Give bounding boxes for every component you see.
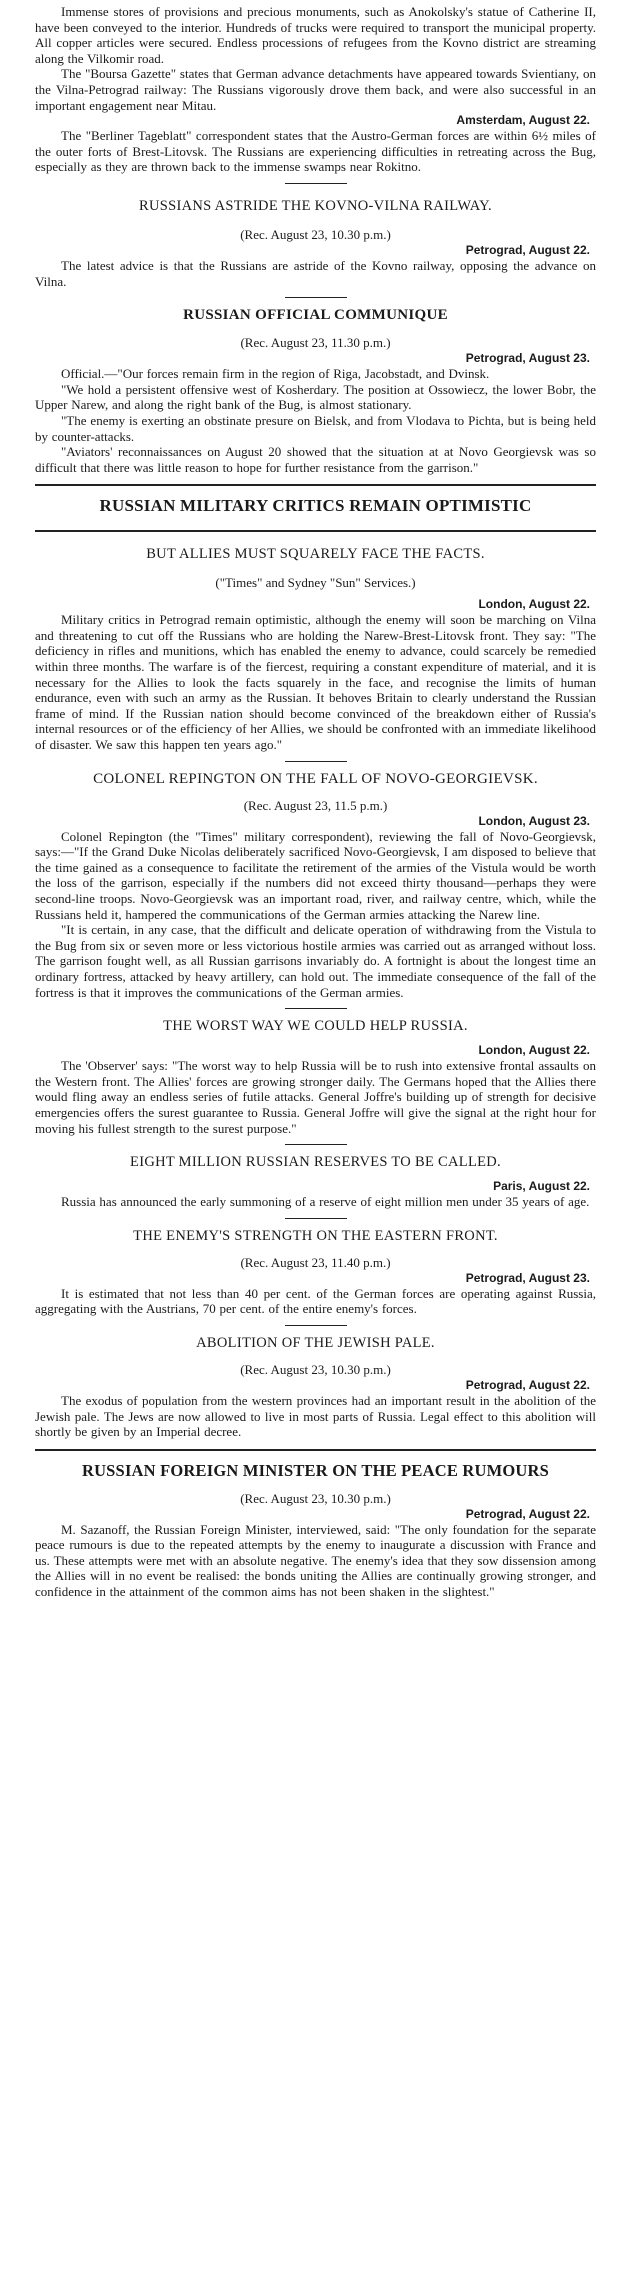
dateline: London, August 22. — [478, 597, 590, 612]
paragraph: The "Berliner Tageblatt" correspondent states that the Austro-German forces are within 6½ miles of the outer forts of Brest-Litovsk. The Russians are experiencing difficulties in retreating across the Bug, especially as they are thrown back to the immense swamps near Rokitno. — [35, 128, 596, 175]
paragraph: Military critics in Petrograd remain optimistic, although the enemy will soon be marching on Vilna and threatening to cut off the Russians who are holding the Narew-Brest-Litovsk front. They say: "The deficiency in rifles and munitions, which has enabled the enemy to advance, could scarcely be remedied within three months. The warfare is of the fiercest, requiring a constant expenditure of material, and it is necessary for the Allies to look the facts squarely in the face, and recognise the limits of human endurance, even with such an army as the Russian. It behoves Britain to clearly understand the Russian frame of mind. If the Russian nation should become convinced of the breakdown either of Russia's internal resources or of the efficiency of her Allies, we should be confronted with an immediate likelihood of disaster. We saw this happen ten years ago." — [35, 612, 596, 753]
divider — [285, 761, 347, 762]
paragraph: Immense stores of provisions and precious monuments, such as Anokolsky's statue of Catherine II, have been conveyed to the interior. Hundreds of trucks were required to transport the municipal property. All copper articles were secured. Endless processions of refugees from the Kovno district are streaming along the Vilkomir road. — [35, 4, 596, 66]
article-repington — [35, 771, 596, 1001]
paragraph: The latest advice is that the Russians are astride of the Kovno railway, opposing the advance on Vilna. — [35, 257, 596, 289]
paragraph: The "Boursa Gazette" states that German advance detachments have appeared towards Svientiany, on the Vilna-Petrograd railway: The Russians vigorously drove them back, and were also successful in an important engagement near Mitau. — [35, 66, 596, 113]
paragraph: The 'Observer' says: "The worst way to help Russia will be to rush into extensive frontal assaults on the Western front. The Allies' forces are growing stronger daily. The Germans hoped that the Allies there would fling away an endless series of futile attacks. General Joffre's building up of strength for decisive emergencies offers the surest guarantee to Russia. General Joffre will give the signal at the right hour for moving his fullest strength to the surest purpose." — [35, 1058, 596, 1136]
divider — [285, 183, 347, 184]
divider — [285, 1008, 347, 1009]
headline: RUSSIAN MILITARY CRITICS REMAIN OPTIMISTIC — [99, 496, 532, 516]
paragraph: "We hold a persistent offensive west of Kosherdary. The position at Ossowiecz, the lower Bobr, the Upper Narew, and along the right bank of the Bug, is almost stationary. — [35, 381, 596, 413]
dateline: Petrograd, August 22. — [465, 1506, 590, 1521]
paragraph: M. Sazanoff, the Russian Foreign Minister, interviewed, said: "The only foundation for the separate peace rumours is due to the repeated attempts by the enemy to inaugurate a discussion with France and us. These attempts were met with an absolute negative. The enemy's idea that they sow dissension among the Allies will in no event be realised: the bonds uniting the Allies are continually growing stronger, and confidence in the attainment of the common aims has not been shaken in the slightest." — [35, 1521, 596, 1600]
article-jewish-pale — [35, 1335, 596, 1440]
received-line: (Rec. August 23, 11.30 p.m.) — [240, 335, 391, 351]
paragraph: The exodus of population from the western provinces had an important result in the abolition of the Jewish pale. The Jews are now allowed to live in most parts of Russia. Legal effect to this abolition will shortly be given by an Imperial decree. — [35, 1392, 596, 1440]
headline: EIGHT MILLION RUSSIAN RESERVES TO BE CALLED. — [130, 1154, 501, 1171]
received-line: (Rec. August 23, 10.30 p.m.) — [240, 226, 391, 242]
headline: RUSSIAN OFFICIAL COMMUNIQUE — [183, 307, 448, 324]
article-continuation — [35, 4, 596, 175]
headline: RUSSIAN FOREIGN MINISTER ON THE PEACE RUMOURS — [81, 1460, 550, 1480]
dateline: Paris, August 22. — [493, 1179, 590, 1194]
dateline: Petrograd, August 23. — [465, 351, 590, 366]
paragraph: It is estimated that not less than 40 per cent. of the German forces are operating against Russia, aggregating with the Austrians, 70 per cent. of the entire enemy's forces. — [35, 1285, 596, 1317]
dateline: Petrograd, August 23. — [465, 1270, 590, 1285]
divider-full — [35, 530, 596, 532]
article-worst-way — [35, 1018, 596, 1136]
dateline: London, August 22. — [478, 1043, 590, 1058]
paragraph: "It is certain, in any case, that the difficult and delicate operation of withdrawing from the Vistula to the Bug from six or seven more or less victorious hostile armies was carried out as arranged without loss. The garrison fought well, as all Russian garrisons invariably do. A fortnight is about the longest time an ordinary fortress, attacked by heavy artillery, can hold out. The immediate consequence of the fall of the fortress is that it improves the communications of the German armies. — [35, 922, 596, 1000]
article-enemy-strength — [35, 1228, 596, 1317]
paragraph: "The enemy is exerting an obstinate presure on Bielsk, and from Vlodava to Pichta, but is being held by counter-attacks. — [35, 412, 596, 444]
dateline: Petrograd, August 22. — [465, 242, 590, 257]
dateline: Amsterdam, August 22. — [456, 113, 590, 128]
received-line: (Rec. August 23, 11.40 p.m.) — [240, 1254, 391, 1270]
headline: ABOLITION OF THE JEWISH PALE. — [196, 1334, 435, 1351]
article-military-critics — [35, 496, 596, 752]
divider — [285, 1218, 347, 1219]
paragraph: Colonel Repington (the "Times" military correspondent), reviewing the fall of Novo-Georgievsk, says:—"If the Grand Duke Nicolas deliberately sacrificed Novo-Georgievsk, I am disposed to believe that the time gained as a consequence to facilitate the retirement of the armies of the Vistula would be worth the loss of the garrison, especially if the numbers did not exceed thirty thousand—perhaps they were second-line troops. Novo-Georgievsk was an important road, river, and railway centre, which, while the Russians held it, hampered the communications of the German armies attacking the Narew line. — [35, 828, 596, 922]
received-line: (Rec. August 23, 11.5 p.m.) — [243, 797, 388, 813]
dateline: London, August 23. — [478, 813, 590, 828]
received-line: (Rec. August 23, 10.30 p.m.) — [240, 1361, 391, 1377]
paragraph: "Aviators' reconnaissances on August 20 showed that the situation at at Novo Georgievsk was so difficult that there was little reason to hope for further resistance from the garrison." — [35, 444, 596, 475]
subheadline: BUT ALLIES MUST SQUARELY FACE THE FACTS. — [146, 546, 485, 563]
headline: COLONEL REPINGTON ON THE FALL OF NOVO-GEORGIEVSK. — [93, 770, 538, 787]
divider — [285, 1325, 347, 1326]
divider — [285, 297, 347, 298]
divider — [285, 1144, 347, 1145]
article-official-communique — [35, 307, 596, 475]
paragraph: Russia has announced the early summoning of a reserve of eight million men under 35 years of age. — [61, 1194, 590, 1210]
headline: THE ENEMY'S STRENGTH ON THE EASTERN FRONT. — [133, 1227, 498, 1244]
received-line: (Rec. August 23, 10.30 p.m.) — [240, 1490, 391, 1506]
article-foreign-minister — [35, 1461, 596, 1600]
article-kovno-vilna — [35, 198, 596, 289]
dateline: Petrograd, August 22. — [465, 1377, 590, 1392]
headline: RUSSIANS ASTRIDE THE KOVNO-VILNA RAILWAY. — [139, 197, 492, 214]
divider-full — [35, 1449, 596, 1451]
newspaper-column — [35, 0, 596, 1600]
paragraph: Official.—"Our forces remain firm in the region of Riga, Jacobstadt, and Dvinsk. — [61, 366, 490, 382]
divider-full — [35, 484, 596, 486]
headline: THE WORST WAY WE COULD HELP RUSSIA. — [163, 1018, 468, 1035]
article-reserves — [35, 1154, 596, 1210]
services-line: ("Times" and Sydney "Sun" Services.) — [215, 575, 416, 591]
